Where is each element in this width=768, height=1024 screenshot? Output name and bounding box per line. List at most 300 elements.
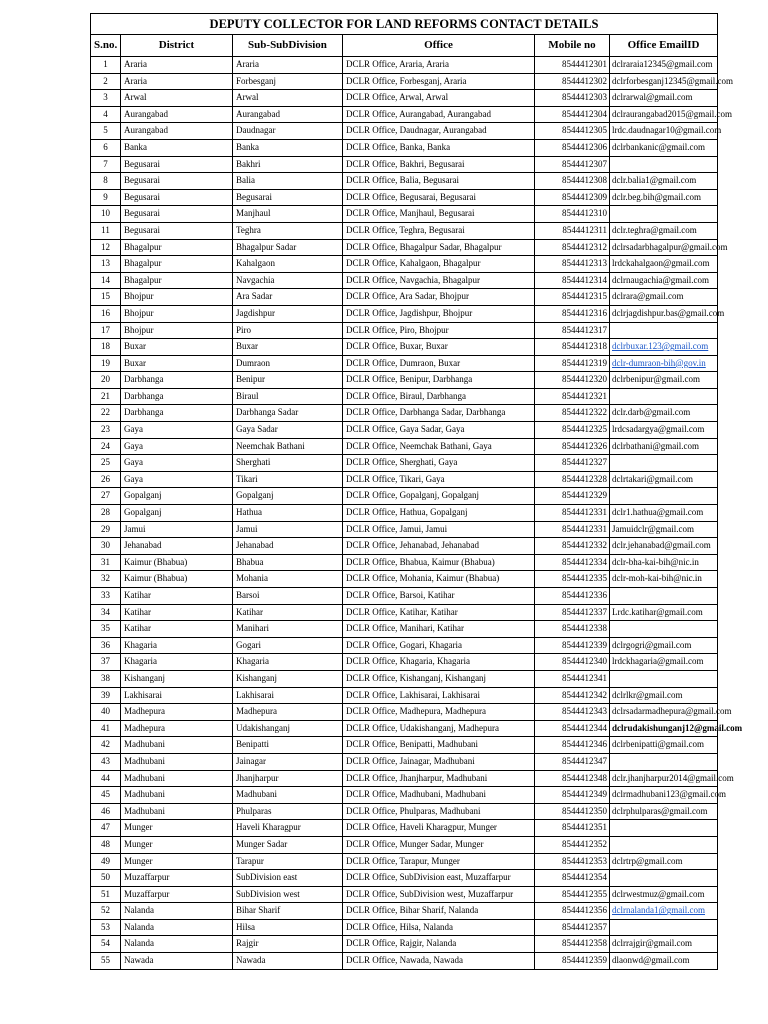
cell-subdivision: Manihari — [233, 621, 343, 638]
cell-sno: 49 — [91, 853, 121, 870]
table-row — [91, 438, 718, 455]
cell-office: DCLR Office, Bhabua, Kaimur (Bhabua) — [343, 554, 535, 571]
cell-office: DCLR Office, Forbesganj, Araria — [343, 73, 535, 90]
cell-office: DCLR Office, Arwal, Arwal — [343, 90, 535, 107]
cell-office: DCLR Office, Jagdishpur, Bhojpur — [343, 305, 535, 322]
cell-office: DCLR Office, Navgachia, Bhagalpur — [343, 272, 535, 289]
header-row — [91, 35, 718, 57]
cell-district: Madhubani — [121, 803, 233, 820]
cell-email: dclrsadarbhagalpur@gmail.com — [610, 239, 718, 256]
table-row — [91, 471, 718, 488]
table-row — [91, 953, 718, 970]
cell-email: dclrlkr@gmail.com — [610, 687, 718, 704]
cell-email — [610, 206, 718, 223]
cell-email: Lrdc.katihar@gmail.com — [610, 604, 718, 621]
cell-mobile: 8544412348 — [535, 770, 610, 787]
cell-subdivision: Munger Sadar — [233, 836, 343, 853]
table-row — [91, 753, 718, 770]
cell-subdivision: Benipatti — [233, 737, 343, 754]
cell-district: Bhojpur — [121, 305, 233, 322]
cell-sno: 3 — [91, 90, 121, 107]
cell-sno: 20 — [91, 372, 121, 389]
cell-office: DCLR Office, Phulparas, Madhubani — [343, 803, 535, 820]
cell-mobile: 8544412331 — [535, 521, 610, 538]
cell-sno: 44 — [91, 770, 121, 787]
cell-mobile: 8544412342 — [535, 687, 610, 704]
cell-office: DCLR Office, Buxar, Buxar — [343, 339, 535, 356]
cell-email: dclraraia12345@gmail.com — [610, 57, 718, 74]
cell-district: Araria — [121, 57, 233, 74]
cell-subdivision: Piro — [233, 322, 343, 339]
cell-email: dclr1.hathua@gmail.com — [610, 505, 718, 522]
cell-sno: 39 — [91, 687, 121, 704]
sheet-title: DEPUTY COLLECTOR FOR LAND REFORMS CONTACT DETAILS — [91, 14, 718, 35]
cell-mobile: 8544412343 — [535, 704, 610, 721]
table-row — [91, 139, 718, 156]
cell-sno: 32 — [91, 571, 121, 588]
cell-office: DCLR Office, Kishanganj, Kishanganj — [343, 670, 535, 687]
cell-district: Kishanganj — [121, 670, 233, 687]
table-row — [91, 106, 718, 123]
cell-subdivision: Buxar — [233, 339, 343, 356]
cell-sno: 34 — [91, 604, 121, 621]
cell-subdivision: Bihar Sharif — [233, 903, 343, 920]
table-body — [91, 57, 743, 970]
cell-district: Muzaffarpur — [121, 886, 233, 903]
cell-district: Begusarai — [121, 189, 233, 206]
cell-email: dclrnaugachia@gmail.com — [610, 272, 718, 289]
cell-subdivision: Jehanabad — [233, 538, 343, 555]
cell-district: Begusarai — [121, 173, 233, 190]
cell-district: Bhojpur — [121, 322, 233, 339]
cell-office: DCLR Office, Gopalganj, Gopalganj — [343, 488, 535, 505]
table-row — [91, 853, 718, 870]
cell-office: DCLR Office, Barsoi, Katihar — [343, 588, 535, 605]
cell-mobile: 8544412339 — [535, 637, 610, 654]
cell-email: lrdc.daudnagar10@gmail.com — [610, 123, 718, 140]
cell-sno: 5 — [91, 123, 121, 140]
table-row — [91, 289, 718, 306]
cell-district: Begusarai — [121, 206, 233, 223]
cell-office: DCLR Office, Jhanjharpur, Madhubani — [343, 770, 535, 787]
cell-sno: 22 — [91, 405, 121, 422]
cell-office: DCLR Office, Araria, Araria — [343, 57, 535, 74]
cell-sno: 25 — [91, 455, 121, 472]
cell-sno: 23 — [91, 422, 121, 439]
cell-district: Gaya — [121, 422, 233, 439]
cell-mobile: 8544412357 — [535, 919, 610, 936]
cell-subdivision: Nawada — [233, 953, 343, 970]
cell-district: Darbhanga — [121, 388, 233, 405]
cell-sno: 33 — [91, 588, 121, 605]
cell-email: dclr.teghra@gmail.com — [610, 222, 718, 239]
title-row — [91, 14, 718, 35]
cell-district: Madhepura — [121, 720, 233, 737]
contact-table — [90, 13, 743, 970]
cell-district: Nalanda — [121, 919, 233, 936]
cell-subdivision: Hathua — [233, 505, 343, 522]
cell-office: DCLR Office, Tarapur, Munger — [343, 853, 535, 870]
cell-district: Khagaria — [121, 654, 233, 671]
cell-subdivision: Teghra — [233, 222, 343, 239]
cell-subdivision: Barsoi — [233, 588, 343, 605]
table-row — [91, 870, 718, 887]
cell-email — [610, 488, 718, 505]
cell-sno: 7 — [91, 156, 121, 173]
cell-subdivision: Madhepura — [233, 704, 343, 721]
table-row — [91, 886, 718, 903]
table-row — [91, 538, 718, 555]
cell-office: DCLR Office, Banka, Banka — [343, 139, 535, 156]
table-row — [91, 604, 718, 621]
cell-office: DCLR Office, SubDivision east, Muzaffarpur — [343, 870, 535, 887]
cell-district: Begusarai — [121, 222, 233, 239]
cell-office: DCLR Office, Dumraon, Buxar — [343, 355, 535, 372]
cell-district: Nawada — [121, 953, 233, 970]
cell-subdivision: Katihar — [233, 604, 343, 621]
cell-subdivision: Begusarai — [233, 189, 343, 206]
cell-office: DCLR Office, Udakishanganj, Madhepura — [343, 720, 535, 737]
cell-office: DCLR Office, Nawada, Nawada — [343, 953, 535, 970]
cell-sno: 14 — [91, 272, 121, 289]
cell-mobile: 8544412344 — [535, 720, 610, 737]
cell-subdivision: Lakhisarai — [233, 687, 343, 704]
cell-mobile: 8544412301 — [535, 57, 610, 74]
contact-sheet — [90, 13, 743, 970]
table-row — [91, 836, 718, 853]
cell-mobile: 8544412338 — [535, 621, 610, 638]
cell-email — [610, 388, 718, 405]
cell-mobile: 8544412311 — [535, 222, 610, 239]
cell-email: dclrbenipatti@gmail.com — [610, 737, 718, 754]
cell-sno: 18 — [91, 339, 121, 356]
cell-district: Bhagalpur — [121, 239, 233, 256]
cell-sno: 42 — [91, 737, 121, 754]
cell-district: Kaimur (Bhabua) — [121, 571, 233, 588]
table-row — [91, 621, 718, 638]
cell-sno: 40 — [91, 704, 121, 721]
cell-office: DCLR Office, Neemchak Bathani, Gaya — [343, 438, 535, 455]
cell-mobile: 8544412329 — [535, 488, 610, 505]
cell-mobile: 8544412331 — [535, 505, 610, 522]
cell-email — [610, 836, 718, 853]
cell-email — [610, 820, 718, 837]
cell-subdivision: Forbesganj — [233, 73, 343, 90]
cell-mobile: 8544412352 — [535, 836, 610, 853]
table-row — [91, 305, 718, 322]
cell-email[interactable]: dclrnalanda1@gmail.com — [610, 903, 718, 920]
cell-mobile: 8544412325 — [535, 422, 610, 439]
cell-subdivision: Kishanganj — [233, 670, 343, 687]
cell-mobile: 8544412312 — [535, 239, 610, 256]
cell-district: Gaya — [121, 438, 233, 455]
table-row — [91, 57, 718, 74]
table-row — [91, 156, 718, 173]
cell-mobile: 8544412304 — [535, 106, 610, 123]
cell-subdivision: Bakhri — [233, 156, 343, 173]
cell-sno: 21 — [91, 388, 121, 405]
cell-email[interactable]: dclr-dumraon-bih@gov.in — [610, 355, 718, 372]
table-row — [91, 720, 718, 737]
cell-office: DCLR Office, Ara Sadar, Bhojpur — [343, 289, 535, 306]
table-row — [91, 272, 718, 289]
cell-office: DCLR Office, Manihari, Katihar — [343, 621, 535, 638]
cell-subdivision: Neemchak Bathani — [233, 438, 343, 455]
cell-district: Gopalganj — [121, 488, 233, 505]
cell-sno: 43 — [91, 753, 121, 770]
cell-mobile: 8544412315 — [535, 289, 610, 306]
cell-district: Jamui — [121, 521, 233, 538]
cell-subdivision: Ara Sadar — [233, 289, 343, 306]
table-row — [91, 737, 718, 754]
cell-subdivision: Udakishanganj — [233, 720, 343, 737]
cell-office: DCLR Office, Khagaria, Khagaria — [343, 654, 535, 671]
cell-subdivision: Rajgir — [233, 936, 343, 953]
cell-email: dclr.balia1@gmail.com — [610, 173, 718, 190]
cell-office: DCLR Office, SubDivision west, Muzaffarpur — [343, 886, 535, 903]
cell-email — [610, 870, 718, 887]
table-row — [91, 405, 718, 422]
cell-office: DCLR Office, Darbhanga Sadar, Darbhanga — [343, 405, 535, 422]
table-row — [91, 936, 718, 953]
cell-mobile: 8544412326 — [535, 438, 610, 455]
cell-email: dclrgogri@gmail.com — [610, 637, 718, 654]
cell-subdivision: Sherghati — [233, 455, 343, 472]
table-row — [91, 388, 718, 405]
cell-district: Madhubani — [121, 770, 233, 787]
cell-email: dclr.beg.bih@gmail.com — [610, 189, 718, 206]
cell-district: Katihar — [121, 621, 233, 638]
cell-email: dlaonwd@gmail.com — [610, 953, 718, 970]
table-row — [91, 173, 718, 190]
cell-district: Munger — [121, 820, 233, 837]
cell-district: Jehanabad — [121, 538, 233, 555]
cell-email: dclrbathani@gmail.com — [610, 438, 718, 455]
cell-office: DCLR Office, Aurangabad, Aurangabad — [343, 106, 535, 123]
cell-sno: 52 — [91, 903, 121, 920]
table-row — [91, 339, 718, 356]
cell-office: DCLR Office, Gaya Sadar, Gaya — [343, 422, 535, 439]
cell-mobile: 8544412307 — [535, 156, 610, 173]
cell-sno: 45 — [91, 787, 121, 804]
cell-subdivision: Jainagar — [233, 753, 343, 770]
table-row — [91, 521, 718, 538]
cell-office: DCLR Office, Sherghati, Gaya — [343, 455, 535, 472]
cell-district: Buxar — [121, 355, 233, 372]
table-row — [91, 588, 718, 605]
cell-mobile: 8544412322 — [535, 405, 610, 422]
table-row — [91, 189, 718, 206]
cell-mobile: 8544412328 — [535, 471, 610, 488]
table-row — [91, 206, 718, 223]
cell-district: Aurangabad — [121, 123, 233, 140]
table-row — [91, 239, 718, 256]
table-row — [91, 787, 718, 804]
cell-sno: 53 — [91, 919, 121, 936]
cell-mobile: 8544412336 — [535, 588, 610, 605]
table-row — [91, 355, 718, 372]
cell-subdivision: Benipur — [233, 372, 343, 389]
cell-mobile: 8544412320 — [535, 372, 610, 389]
table-row — [91, 770, 718, 787]
cell-email: Jamuidclr@gmail.com — [610, 521, 718, 538]
table-row — [91, 687, 718, 704]
cell-district: Madhubani — [121, 753, 233, 770]
cell-sno: 9 — [91, 189, 121, 206]
cell-office: DCLR Office, Balia, Begusarai — [343, 173, 535, 190]
cell-office: DCLR Office, Katihar, Katihar — [343, 604, 535, 621]
cell-sno: 37 — [91, 654, 121, 671]
cell-mobile: 8544412347 — [535, 753, 610, 770]
cell-sno: 28 — [91, 505, 121, 522]
cell-office: DCLR Office, Bihar Sharif, Nalanda — [343, 903, 535, 920]
cell-email[interactable]: dclrbuxar.123@gmail.com — [610, 339, 718, 356]
cell-sno: 38 — [91, 670, 121, 687]
cell-email: dclraurangabad2015@gmail.com — [610, 106, 718, 123]
cell-subdivision: Khagaria — [233, 654, 343, 671]
cell-email: dclrjagdishpur.bas@gmail.com — [610, 305, 718, 322]
cell-office: DCLR Office, Benipatti, Madhubani — [343, 737, 535, 754]
cell-mobile: 8544412314 — [535, 272, 610, 289]
cell-subdivision: Kahalgaon — [233, 256, 343, 273]
cell-email: lrdckhagaria@gmail.com — [610, 654, 718, 671]
cell-mobile: 8544412327 — [535, 455, 610, 472]
table-row — [91, 222, 718, 239]
cell-email: dclrsadarmadhepura@gmail.com — [610, 704, 718, 721]
cell-office: DCLR Office, Jamui, Jamui — [343, 521, 535, 538]
cell-office: DCLR Office, Gogari, Khagaria — [343, 637, 535, 654]
cell-sno: 16 — [91, 305, 121, 322]
cell-office: DCLR Office, Teghra, Begusarai — [343, 222, 535, 239]
cell-office: DCLR Office, Bakhri, Begusarai — [343, 156, 535, 173]
cell-sno: 50 — [91, 870, 121, 887]
cell-office: DCLR Office, Bhagalpur Sadar, Bhagalpur — [343, 239, 535, 256]
cell-office: DCLR Office, Hathua, Gopalganj — [343, 505, 535, 522]
table-row — [91, 571, 718, 588]
cell-sno: 17 — [91, 322, 121, 339]
cell-mobile: 8544412308 — [535, 173, 610, 190]
cell-office: DCLR Office, Daudnagar, Aurangabad — [343, 123, 535, 140]
col-header-sno: S.no. — [91, 35, 121, 57]
cell-subdivision: Dumraon — [233, 355, 343, 372]
cell-sno: 35 — [91, 621, 121, 638]
cell-district: Kaimur (Bhabua) — [121, 554, 233, 571]
cell-district: Khagaria — [121, 637, 233, 654]
cell-district: Munger — [121, 836, 233, 853]
cell-subdivision: Mohania — [233, 571, 343, 588]
cell-office: DCLR Office, Biraul, Darbhanga — [343, 388, 535, 405]
table-row — [91, 505, 718, 522]
cell-district: Aurangabad — [121, 106, 233, 123]
cell-office: DCLR Office, Madhepura, Madhepura — [343, 704, 535, 721]
cell-subdivision: Hilsa — [233, 919, 343, 936]
cell-email — [610, 322, 718, 339]
cell-district: Madhubani — [121, 737, 233, 754]
cell-mobile: 8544412303 — [535, 90, 610, 107]
cell-email — [610, 455, 718, 472]
cell-sno: 54 — [91, 936, 121, 953]
table-row — [91, 704, 718, 721]
cell-mobile: 8544412332 — [535, 538, 610, 555]
cell-mobile: 8544412354 — [535, 870, 610, 887]
table-row — [91, 256, 718, 273]
cell-subdivision: Arwal — [233, 90, 343, 107]
table-row — [91, 919, 718, 936]
cell-sno: 24 — [91, 438, 121, 455]
cell-mobile: 8544412337 — [535, 604, 610, 621]
cell-sno: 12 — [91, 239, 121, 256]
cell-sno: 51 — [91, 886, 121, 903]
cell-office: DCLR Office, Begusarai, Begusarai — [343, 189, 535, 206]
cell-district: Begusarai — [121, 156, 233, 173]
cell-mobile: 8544412317 — [535, 322, 610, 339]
cell-sno: 46 — [91, 803, 121, 820]
cell-mobile: 8544412341 — [535, 670, 610, 687]
cell-office: DCLR Office, Kahalgaon, Bhagalpur — [343, 256, 535, 273]
cell-email — [610, 753, 718, 770]
cell-district: Nalanda — [121, 936, 233, 953]
cell-email — [610, 588, 718, 605]
cell-district: Araria — [121, 73, 233, 90]
cell-mobile: 8544412321 — [535, 388, 610, 405]
cell-email: dclrphulparas@gmail.com — [610, 803, 718, 820]
cell-subdivision: Haveli Kharagpur — [233, 820, 343, 837]
cell-subdivision: Darbhanga Sadar — [233, 405, 343, 422]
cell-sno: 11 — [91, 222, 121, 239]
cell-mobile: 8544412335 — [535, 571, 610, 588]
cell-email — [610, 670, 718, 687]
cell-sno: 10 — [91, 206, 121, 223]
cell-district: Katihar — [121, 604, 233, 621]
cell-district: Madhepura — [121, 704, 233, 721]
cell-mobile: 8544412313 — [535, 256, 610, 273]
col-header-email: Office EmailID — [610, 35, 718, 57]
cell-district: Madhubani — [121, 787, 233, 804]
cell-district: Gaya — [121, 471, 233, 488]
cell-office: DCLR Office, Madhubani, Madhubani — [343, 787, 535, 804]
table-row — [91, 372, 718, 389]
cell-sno: 1 — [91, 57, 121, 74]
cell-district: Gaya — [121, 455, 233, 472]
cell-subdivision: Bhagalpur Sadar — [233, 239, 343, 256]
col-header-office: Office — [343, 35, 535, 57]
cell-mobile: 8544412355 — [535, 886, 610, 903]
cell-district: Munger — [121, 853, 233, 870]
table-row — [91, 670, 718, 687]
cell-email: dclrforbesganj12345@gmail.com — [610, 73, 718, 90]
cell-mobile: 8544412306 — [535, 139, 610, 156]
table-row — [91, 554, 718, 571]
cell-office: DCLR Office, Piro, Bhojpur — [343, 322, 535, 339]
cell-district: Banka — [121, 139, 233, 156]
cell-subdivision: SubDivision east — [233, 870, 343, 887]
cell-office: DCLR Office, Hilsa, Nalanda — [343, 919, 535, 936]
cell-subdivision: Tarapur — [233, 853, 343, 870]
cell-sno: 27 — [91, 488, 121, 505]
cell-email: dclr-moh-kai-bih@nic.in — [610, 571, 718, 588]
cell-sno: 30 — [91, 538, 121, 555]
cell-office: DCLR Office, Manjhaul, Begusarai — [343, 206, 535, 223]
cell-subdivision: Jagdishpur — [233, 305, 343, 322]
cell-sno: 2 — [91, 73, 121, 90]
cell-sno: 47 — [91, 820, 121, 837]
cell-sno: 55 — [91, 953, 121, 970]
cell-subdivision: Gogari — [233, 637, 343, 654]
cell-subdivision: Gaya Sadar — [233, 422, 343, 439]
cell-sno: 19 — [91, 355, 121, 372]
cell-mobile: 8544412340 — [535, 654, 610, 671]
cell-mobile: 8544412349 — [535, 787, 610, 804]
